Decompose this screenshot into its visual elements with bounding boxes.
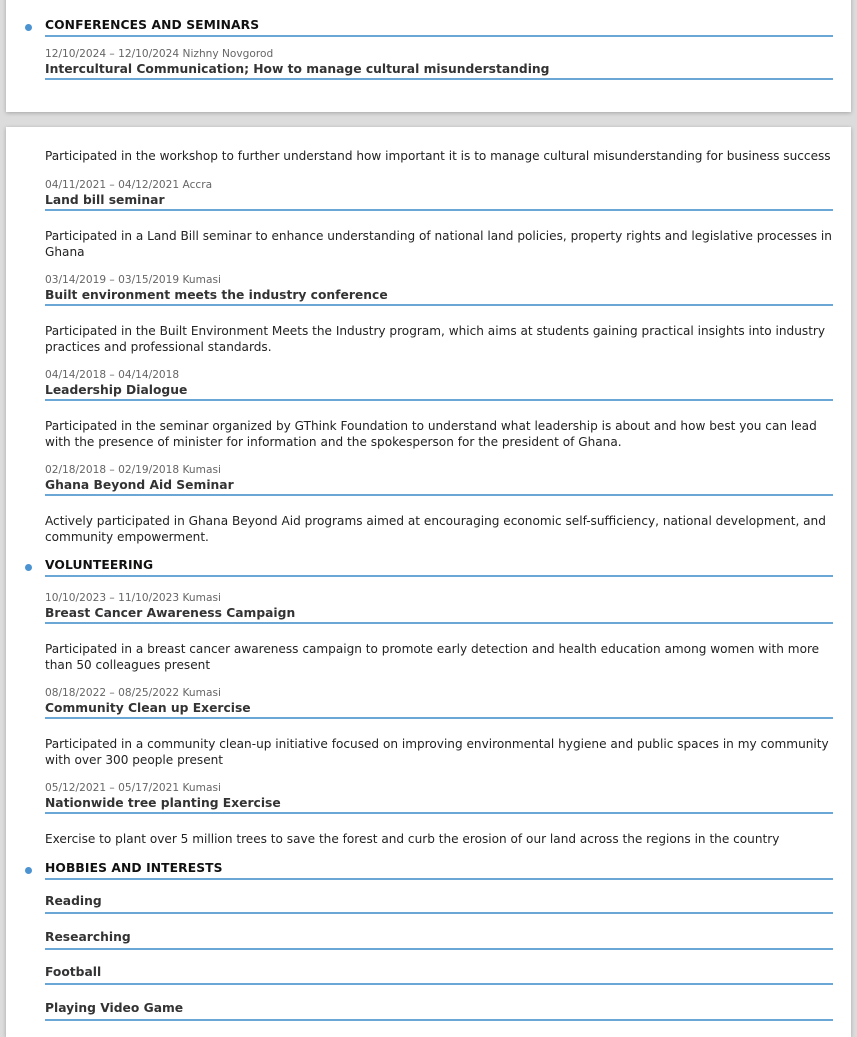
- section-heading-volunteering: [45, 557, 833, 577]
- conference-entry: [45, 179, 833, 211]
- entry-meta: 12/10/2024 – 12/10/2024 Nizhny Novgorod: [45, 48, 274, 60]
- entry-description: Participated in a Land Bill seminar to enhance understanding of national land policies, property rights and legislative processes in Ghana: [45, 229, 832, 259]
- section-heading-hobbies: [45, 860, 833, 880]
- entry-title: Community Clean up Exercise: [45, 700, 833, 719]
- entry-meta: 02/18/2018 – 02/19/2018 Kumasi: [45, 464, 221, 476]
- entry-meta: 04/11/2021 – 04/12/2021 Accra: [45, 179, 213, 191]
- section-heading-conferences: [45, 17, 833, 37]
- entry-title: Ghana Beyond Aid Seminar: [45, 477, 833, 496]
- section-title: VOLUNTEERING: [45, 558, 154, 572]
- section-bullet-icon: [25, 24, 32, 31]
- entry-title: Leadership Dialogue: [45, 382, 833, 401]
- entry-title: Nationwide tree planting Exercise: [45, 795, 833, 814]
- entry-title: Intercultural Communication; How to manage cultural misunderstanding: [45, 61, 833, 80]
- conference-entry: [45, 274, 833, 306]
- resume-page-2: [6, 127, 851, 1037]
- hobby-item: Reading: [45, 893, 833, 914]
- section-title: CONFERENCES AND SEMINARS: [45, 18, 260, 32]
- resume-page-1: [6, 0, 851, 112]
- section-bullet-icon: [25, 564, 32, 571]
- hobby-item: Football: [45, 964, 833, 985]
- entry-description: Participated in the workshop to further understand how important it is to manage cultural misunderstanding for business success: [45, 149, 831, 163]
- volunteering-entry: [45, 687, 833, 719]
- entry-meta: 05/12/2021 – 05/17/2021 Kumasi: [45, 782, 221, 794]
- conference-entry: [45, 464, 833, 496]
- conference-entry: [45, 369, 833, 401]
- conference-entry: [45, 48, 833, 80]
- hobby-item: Playing Video Game: [45, 1000, 833, 1021]
- section-bullet-icon: [25, 867, 32, 874]
- entry-meta: 04/14/2018 – 04/14/2018: [45, 369, 180, 381]
- entry-description: Actively participated in Ghana Beyond Aid programs aimed at encouraging economic self-sufficiency, national development, and community empowerment.: [45, 514, 826, 544]
- entry-meta: 03/14/2019 – 03/15/2019 Kumasi: [45, 274, 221, 286]
- entry-description: Participated in a breast cancer awareness campaign to promote early detection and health education among women with more than 50 colleagues present: [45, 642, 820, 672]
- entry-title: Land bill seminar: [45, 192, 833, 211]
- entry-meta: 08/18/2022 – 08/25/2022 Kumasi: [45, 687, 221, 699]
- entry-title: Built environment meets the industry conference: [45, 287, 833, 306]
- entry-description: Exercise to plant over 5 million trees to save the forest and curb the erosion of our land across the regions in the country: [45, 832, 780, 846]
- entry-meta: 10/10/2023 – 11/10/2023 Kumasi: [45, 592, 221, 604]
- volunteering-entry: [45, 782, 833, 814]
- entry-description: Participated in the Built Environment Meets the Industry program, which aims at students gaining practical insights into industry practices and professional standards.: [45, 324, 826, 354]
- hobby-item: Researching: [45, 929, 833, 950]
- section-title: HOBBIES AND INTERESTS: [45, 861, 223, 875]
- entry-title: Breast Cancer Awareness Campaign: [45, 605, 833, 624]
- entry-description: Participated in a community clean-up initiative focused on improving environmental hygiene and public spaces in my community with over 300 people present: [45, 737, 829, 767]
- entry-description: Participated in the seminar organized by GThink Foundation to understand what leadership is about and how best you can lead with the presence of minister for information and the spokesperson for the president of Ghana.: [45, 419, 817, 449]
- volunteering-entry: [45, 592, 833, 624]
